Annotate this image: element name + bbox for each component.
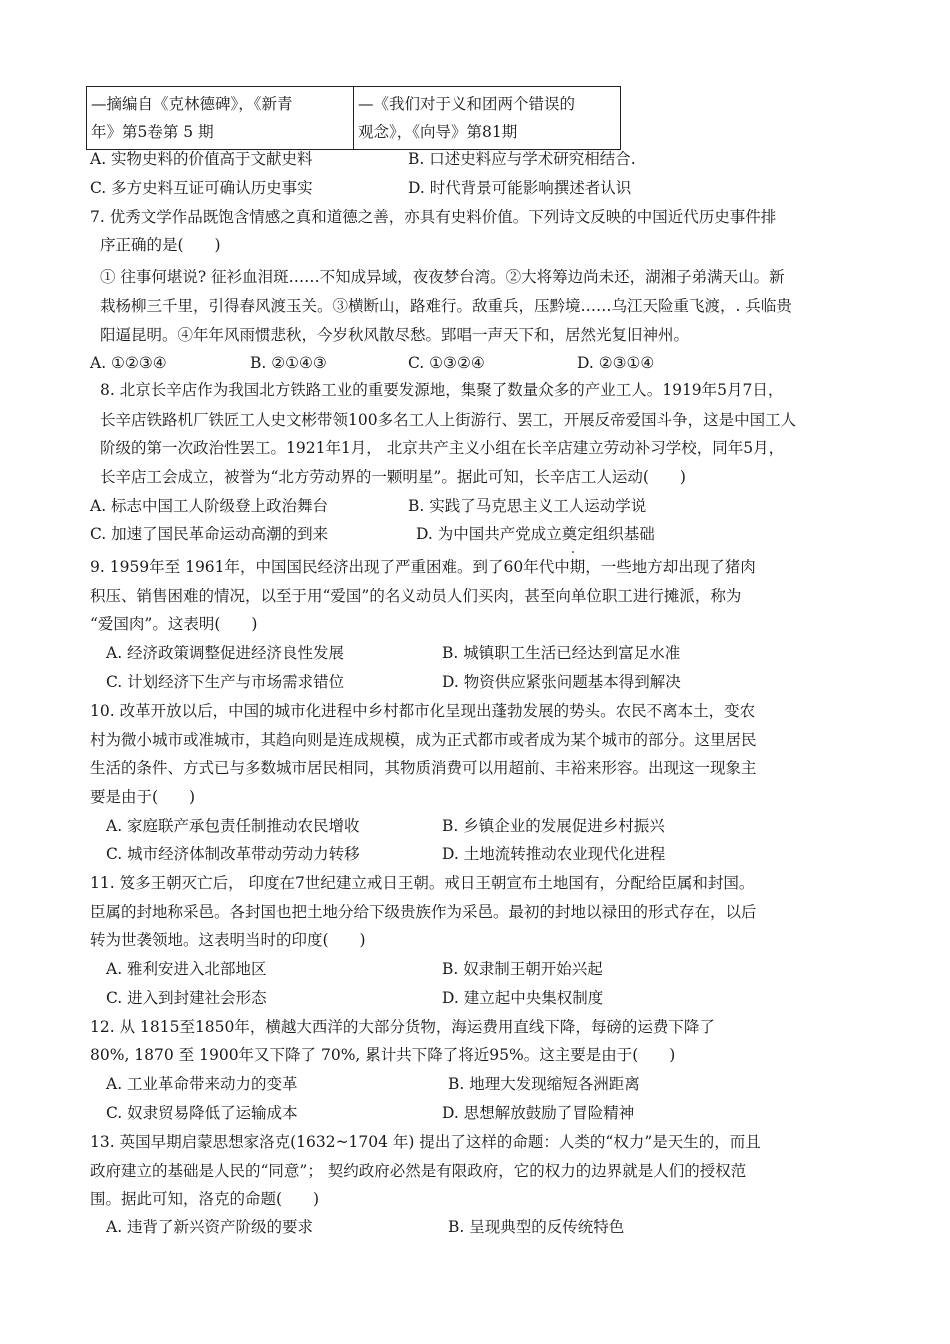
q7-option-c[interactable]: C. ①③②④ (408, 354, 485, 372)
source-right-line1: —《我们对于义和团两个错误的 (358, 95, 576, 113)
source-left-line2: 年》第5卷第 5 期 (91, 123, 214, 141)
q12-option-b[interactable]: B. 地理大发现缩短各洲距离 (448, 1075, 640, 1093)
q9-option-c[interactable]: C. 计划经济下生产与市场需求错位 (106, 673, 345, 691)
q9-stem-line3: “爱国肉”。这表明( ) (90, 615, 258, 633)
q9-option-d[interactable]: D. 物资供应紧张问题基本得到解决 (442, 673, 681, 691)
q10-stem-line4: 要是由于( ) (90, 788, 196, 806)
q6-option-a[interactable]: A. 实物史料的价值高于文献史料 (90, 150, 313, 168)
q8-option-a[interactable]: A. 标志中国工人阶级登上政治舞台 (90, 497, 329, 515)
q7-option-a[interactable]: A. ①②③④ (90, 354, 167, 372)
source-left-line1: —摘编自《克林德碑》，《新青 (91, 95, 293, 113)
q10-option-c[interactable]: C. 城市经济体制改革带动劳动力转移 (106, 845, 360, 863)
source-cell-left (87, 87, 354, 150)
q12-stem-line2: 80%, 1870 至 1900年又下降了 70%, 累计共下降了将近95%。这主要是由于( ) (90, 1046, 676, 1064)
q11-option-b[interactable]: B. 奴隶制王朝开始兴起 (442, 960, 603, 978)
q7-stem-line1: 7. 优秀文学作品既饱含情感之真和道德之善，亦具有史料价值。下列诗文反映的中国近代历史事件排 (90, 208, 777, 226)
q10-stem-line2: 村为微小城市或准城市，其趋向则是连成规模，成为正式都市或者成为某个城市的部分。这里居民 (90, 731, 757, 749)
q6-source-table (86, 86, 621, 150)
q13-option-b[interactable]: B. 呈现典型的反传统特色 (448, 1218, 625, 1236)
q7-poem-line3: 阳逼昆明。④年年风雨惯悲秋，今岁秋风散尽愁。郢唱一声天下和，居然光复旧神州。 (100, 326, 690, 344)
q6-option-d[interactable]: D. 时代背景可能影响撰述者认识 (408, 179, 632, 197)
q10-option-d[interactable]: D. 土地流转推动农业现代化进程 (442, 845, 666, 863)
q9-stem-line1: 9. 1959年至 1961年，中国国民经济出现了严重困难。到了60年代中期，一些地方却出现了猪肉 (90, 558, 756, 576)
q12-option-c[interactable]: C. 奴隶贸易降低了运输成本 (106, 1104, 298, 1122)
q6-option-b[interactable]: B. 口述史料应与学术研究相结合. (408, 150, 636, 168)
q8-option-d[interactable]: D. 为中国共产党成立奠定组织基础 (416, 525, 655, 543)
q9-option-a[interactable]: A. 经济政策调整促进经济良性发展 (106, 644, 345, 662)
q10-stem-line3: 生活的条件、方式已与多数城市居民相同，其物质消费可以用超前、丰裕来形容。出现这一现象主 (90, 759, 757, 777)
q8-stem-line1: 8. 北京长辛店作为我国北方铁路工业的重要发源地，集聚了数量众多的产业工人。1919年5月7日， (100, 381, 784, 399)
q11-stem-line1: 11. 笈多王朝灭亡后， 印度在7世纪建立戒日王朝。戒日王朝宣布土地国有，分配给臣属和封国。 (90, 874, 755, 892)
q11-stem-line2: 臣属的封地称采邑。各封国也把土地分给下级贵族作为采邑。最初的封地以禄田的形式存在，以后 (90, 903, 757, 921)
q7-option-b[interactable]: B. ②①④③ (250, 354, 327, 372)
q6-option-c[interactable]: C. 多方史料互证可确认历史事实 (90, 179, 313, 197)
q12-stem-line1: 12. 从 1815至1850年，横越大西洋的大部分货物，海运费用直线下降，每磅的运费下降了 (90, 1018, 715, 1036)
q8-stem-line4: 长辛店工会成立，被誉为“北方劳动界的一颗明星”。据此可知，长辛店工人运动( ) (100, 468, 686, 486)
q7-poem-line2: 栽杨柳三千里，引得春风渡玉关。③横断山，路难行。敌重兵，压黔境……乌江天险重飞渡，. 兵临贵 (100, 297, 792, 315)
q12-option-a[interactable]: A. 工业革命带来动力的变革 (106, 1075, 298, 1093)
q13-stem-line1: 13. 英国早期启蒙思想家洛克(1632~1704 年) 提出了这样的命题：人类的“权力”是天生的，而且 (90, 1133, 761, 1151)
q11-option-d[interactable]: D. 建立起中央集权制度 (442, 989, 604, 1007)
q8-stem-line2: 长辛店铁路机厂铁匠工人史文彬带领100多名工人上街游行、罢工，开展反帝爱国斗争，这是中国工人 (100, 411, 797, 429)
q8-stem-line3: 阶级的第一次政治性罢工。1921年1月， 北京共产主义小组在长辛店建立劳动补习学校，同年5月， (100, 439, 785, 457)
q8-option-c[interactable]: C. 加速了国民革命运动高潮的到来 (90, 525, 329, 543)
q12-option-d[interactable]: D. 思想解放鼓励了冒险精神 (442, 1104, 635, 1122)
q7-poem-line1: ① 往事何堪说? 征衫血泪斑……不知成异域，夜夜梦台湾。②大将筹边尚未还，湖湘子弟满天山。新 (100, 268, 785, 286)
q7-stem-line2: 序正确的是( ) (100, 236, 221, 254)
q10-stem-line1: 10. 改革开放以后，中国的城市化进程中乡村都市化呈现出蓬勃发展的势头。农民不离本土，变农 (90, 702, 756, 720)
q8-option-b[interactable]: B. 实践了马克思主义工人运动学说 (408, 497, 647, 515)
stray-dot (572, 551, 574, 553)
q9-stem-line2: 积压、销售困难的情况，以至于用“爱国”的名义动员人们买肉，甚至向单位职工进行摊派，称为 (90, 587, 742, 605)
q10-option-a[interactable]: A. 家庭联产承包责任制推动农民增收 (106, 817, 360, 835)
q7-option-d[interactable]: D. ②③①④ (577, 354, 655, 372)
q11-option-a[interactable]: A. 雅利安进入北部地区 (106, 960, 267, 978)
q13-stem-line3: 围。据此可知，洛克的命题( ) (90, 1190, 320, 1208)
q11-option-c[interactable]: C. 进入到封建社会形态 (106, 989, 267, 1007)
q11-stem-line3: 转为世袭领地。这表明当时的印度( ) (90, 931, 366, 949)
source-right-line2: 观念》，《向导》第81期 (358, 123, 518, 141)
q13-option-a[interactable]: A. 违背了新兴资产阶级的要求 (106, 1218, 314, 1236)
q9-option-b[interactable]: B. 城镇职工生活已经达到富足水准 (442, 644, 681, 662)
q13-stem-line2: 政府建立的基础是人民的“同意”； 契约政府必然是有限政府，它的权力的边界就是人们的授权范 (90, 1162, 747, 1180)
q10-option-b[interactable]: B. 乡镇企业的发展促进乡村振兴 (442, 817, 665, 835)
source-cell-right (354, 87, 621, 150)
